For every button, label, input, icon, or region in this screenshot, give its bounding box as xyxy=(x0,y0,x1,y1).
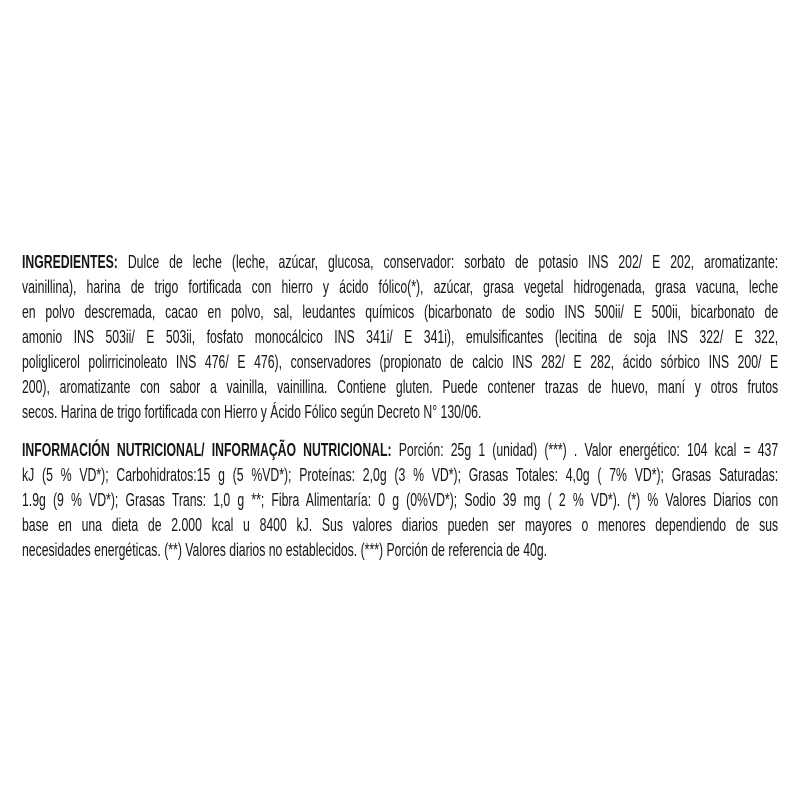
label-text-line xyxy=(22,400,778,425)
label-text-segment: secos. Harina de trigo fortificada con Hierro y Ácido Fólico según Decreto N° 130/06. xyxy=(22,402,482,422)
label-text-segment: base en una dieta de 2.000 kcal u 8400 kJ. Sus valores diarios pueden ser mayores o menores dependiendo de sus xyxy=(22,515,779,535)
label-text-line xyxy=(22,538,778,563)
label-text-line xyxy=(22,513,778,538)
label-text-line xyxy=(22,325,778,350)
label-text-segment: en polvo descremada, cacao en polvo, sal, leudantes químicos (bicarbonato de sodio INS 500ii/ E 500ii, bicarbonato de xyxy=(22,302,779,322)
label-text-line xyxy=(22,350,778,375)
nutrition-paragraph xyxy=(22,438,778,563)
label-text-line xyxy=(22,488,778,513)
label-text-line xyxy=(22,250,778,275)
label-text-segment: 1.9g (9 % VD*); Grasas Trans: 1,0 g **; Fibra Alimentaría: 0 g (0%VD*); Sodio 39 mg ( 2 % VD*). (*) % Valores Diarios con xyxy=(22,490,779,510)
label-text-segment: Porción: 25g 1 (unidad) (***) . Valor energético: 104 kcal = 437 xyxy=(391,440,779,460)
section-heading: INFORMACIÓN NUTRICIONAL/ INFORMAÇÃO NUTRICIONAL: xyxy=(22,440,392,460)
label-text-segment: Dulce de leche (leche, azúcar, glucosa, conservador: sorbato de potasio INS 202/ E 202, aromatizante: xyxy=(117,252,779,272)
label-text-segment: kJ (5 % VD*); Carbohidratos:15 g (5 %VD*); Proteínas: 2,0g (3 % VD*); Grasas Totales: 4,0g ( 7% VD*); Grasas Saturadas: xyxy=(22,465,779,485)
label-text-segment: vainillina), harina de trigo fortificada con hierro y ácido fólico(*), azúcar, grasa vegetal hidrogenada, grasa vacuna, leche xyxy=(22,277,779,297)
label-text-line xyxy=(22,438,778,463)
label-text-line xyxy=(22,463,778,488)
label-text-line xyxy=(22,300,778,325)
label-text-line xyxy=(22,275,778,300)
label-text-segment: 200), aromatizante con sabor a vainilla, vainillina. Contiene gluten. Puede contener trazas de huevo, maní y otros frutos xyxy=(22,377,779,397)
ingredients-paragraph xyxy=(22,250,778,425)
section-heading: INGREDIENTES: xyxy=(22,252,118,272)
label-text-line xyxy=(22,375,778,400)
label-text-segment: necesidades energéticas. (**) Valores diarios no establecidos. (***) Porción de referencia de 40g. xyxy=(22,540,548,560)
label-text-segment: amonio INS 503ii/ E 503ii, fosfato monocálcico INS 341i/ E 341i), emulsificantes (lecitina de soja INS 322/ E 322, xyxy=(22,327,779,347)
label-text-segment: poliglicerol polirricinoleato INS 476/ E 476), conservadores (propionato de calcio INS 282/ E 282, ácido sórbico INS 200/ E xyxy=(22,352,779,372)
